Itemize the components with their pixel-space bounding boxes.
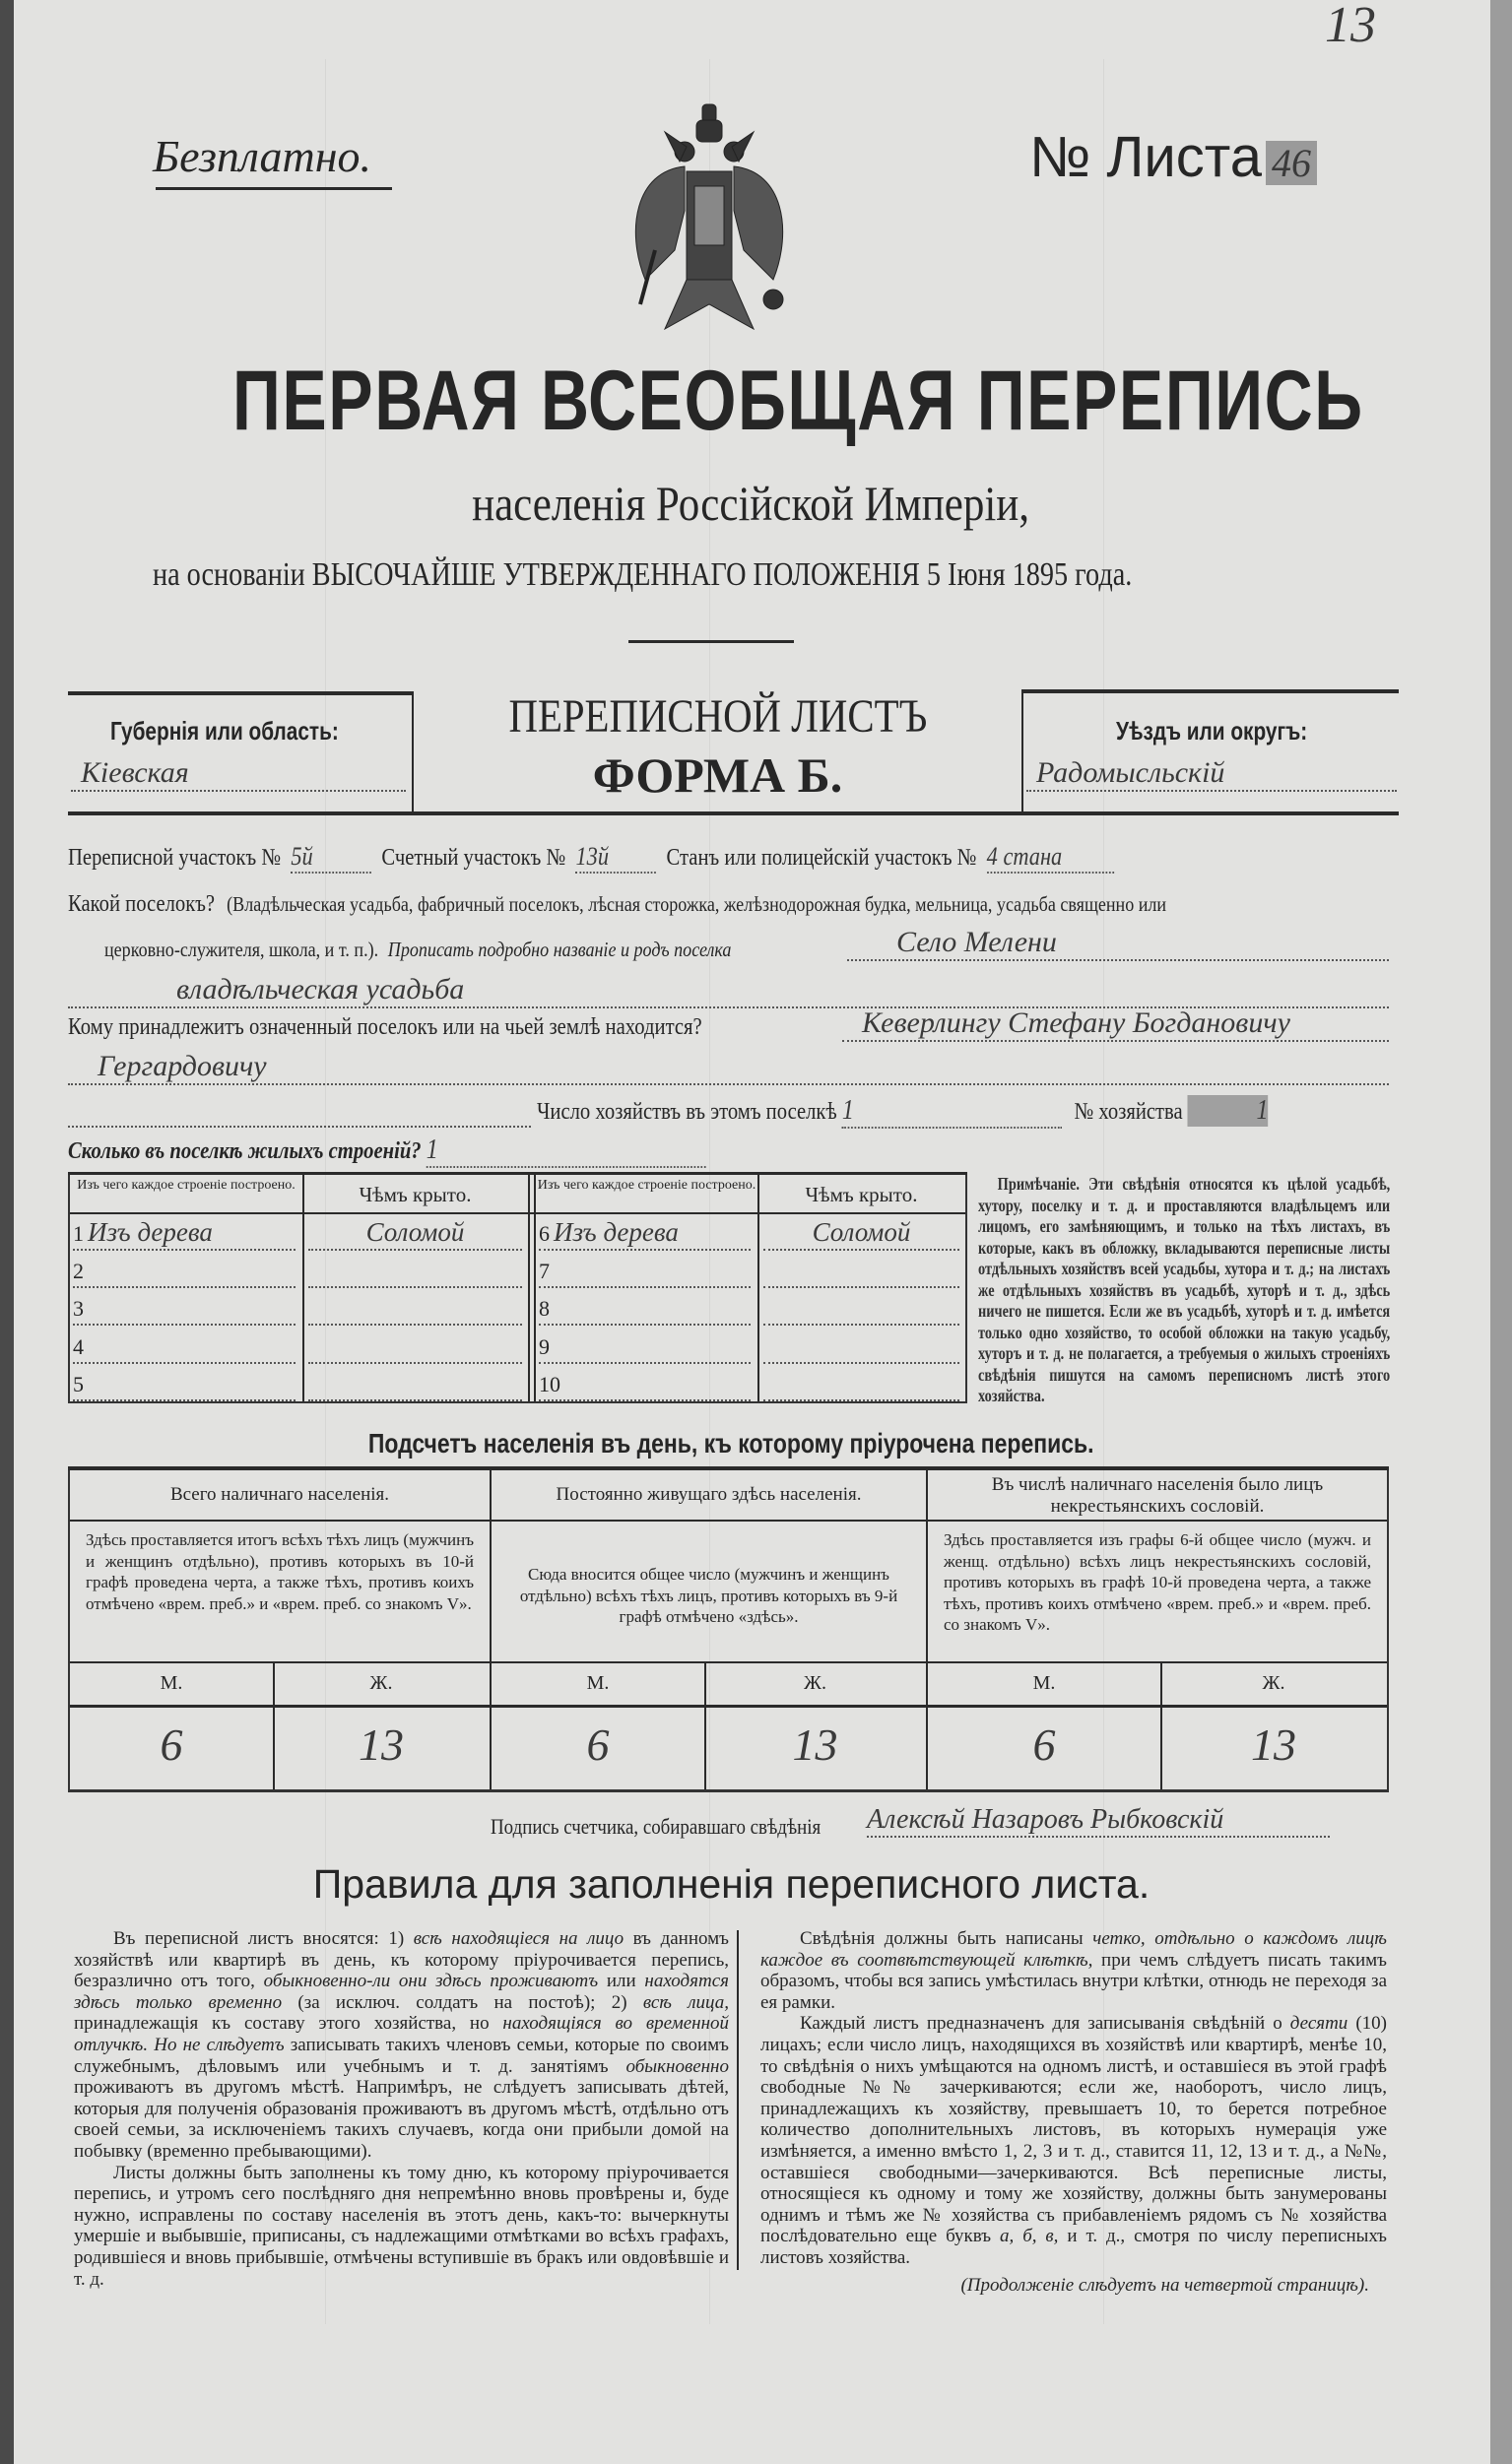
rules-left-column <box>74 1928 729 2290</box>
row-number: 3 <box>73 1296 84 1322</box>
building-roof-value[interactable]: Соломой <box>763 1217 959 1251</box>
count-column-description: Сюда вносится общее число (мужчинъ и женщинъ отдѣльно) всѣхъ тѣхъ лицъ, противъ которыхъ въ 9-й графѣ отмѣчено «здѣсь». <box>519 1565 898 1626</box>
rules-text-segment: находятся здѣсь только временно <box>74 1971 729 2013</box>
row-number: 2 <box>73 1259 84 1284</box>
note-label: Примѣчаніе. <box>997 1174 1080 1194</box>
rules-column-divider <box>737 1930 739 2270</box>
female-label: Ж. <box>1262 1672 1285 1694</box>
building-row <box>539 1217 751 1251</box>
form-name: ФОРМА Б. <box>592 747 843 803</box>
scan-edge-left <box>0 0 14 2464</box>
box-divider <box>1021 691 1023 811</box>
buildings-table <box>68 1175 967 1403</box>
building-row <box>73 1368 296 1401</box>
building-roof-value[interactable] <box>763 1292 959 1326</box>
rules-text-segment: записывать такихъ членовъ семьи, которые по своимъ служебнымъ, дѣловымъ или учебнымъ и т. д. занятіямъ <box>74 2034 730 2077</box>
households-line: Число хозяйствъ въ этомъ поселкѣ 1 № хозяйства 1 <box>537 1095 1269 1129</box>
building-roof-value[interactable] <box>308 1368 522 1401</box>
male-label: М. <box>160 1672 183 1694</box>
rules-text-segment: всѣ находящіеся на лицо <box>413 1928 625 1949</box>
building-row <box>73 1292 296 1326</box>
rules-paragraph <box>74 1928 729 2163</box>
count-column-description: Здѣсь проставляется изъ графы 6-й общее число (мужч. и женщ. отдѣльно) всѣхъ лицъ некрестьянскихъ сословій, противъ которыхъ въ графѣ 10-й проведена черта, а также тѣхъ, противъ коихъ отмѣчено «врем. преб.» и «врем. преб. со знакомъ V». <box>944 1530 1371 1634</box>
owner-value-2[interactable]: Гергардовичу <box>68 1050 1389 1085</box>
households-value[interactable]: 1 <box>842 1095 1063 1129</box>
free-label-underline <box>156 187 392 190</box>
count-column-header: Всего наличнаго населенія. <box>169 1484 390 1505</box>
row-number: 6 <box>539 1221 550 1246</box>
male-label: М. <box>586 1672 610 1694</box>
rules-text-segment: обыкновенно <box>625 2055 729 2077</box>
female-count-value[interactable]: 13 <box>792 1719 838 1770</box>
signature-line <box>491 1814 821 1840</box>
uezd-label: Уѣздъ или округъ: <box>1116 716 1308 746</box>
box-top-rule <box>68 691 413 695</box>
rules-paragraph <box>74 2163 729 2291</box>
building-roof-value[interactable] <box>763 1330 959 1364</box>
rules-text-segment: а, б, в, <box>1000 2226 1059 2247</box>
owner-value[interactable]: Кеверлингу Стефану Богдановичу <box>842 1006 1389 1042</box>
settlement-hint-2: церковно-служителя, школа, и т. п.). Прописать подробно названіе и родъ поселка <box>104 938 732 961</box>
household-number-value[interactable]: 1 <box>1188 1095 1269 1127</box>
male-label: М. <box>1032 1672 1056 1694</box>
rules-text-segment: Свѣдѣнія должны быть написаны <box>800 1928 1093 1949</box>
settlement-value-2[interactable]: владѣльческая усадьба <box>68 973 1389 1008</box>
rules-text-segment: четко, отдѣльно о каждомъ лицѣ каждое въ соотвѣтствующей клѣткѣ, <box>760 1928 1387 1971</box>
col-material-header: Изъ чего каждое строеніе построено. <box>537 1178 756 1193</box>
legal-basis: на основаніи ВЫСОЧАЙШЕ УТВЕРЖДЕННАГО ПОЛОЖЕНІЯ 5 Іюня 1895 года. <box>153 556 1133 593</box>
row-number: 8 <box>539 1296 550 1322</box>
building-roof-value[interactable] <box>763 1255 959 1288</box>
divider <box>628 640 794 643</box>
row-number: 9 <box>539 1333 550 1359</box>
building-row <box>539 1368 751 1401</box>
rules-text-segment: находящіяся во временной отлучкѣ. Но не слѣдуетъ <box>74 2013 729 2055</box>
gubernia-label: Губернія или область: <box>110 716 339 746</box>
building-material-value[interactable]: Изъ дерева <box>554 1217 679 1247</box>
scan-edge-right <box>1490 0 1512 2464</box>
rules-text-segment: проживаютъ въ другомъ мѣстѣ. Напримѣръ, не слѣдуетъ записывать дѣтей, которыя для полученія образованія проживаютъ въ другомъ мѣстѣ, отдѣльно отъ своей семьи, за исключеніемъ такихъ случаевъ, когда они прибыли домой на побывку (временно пребывающими). <box>74 2077 729 2162</box>
free-label: Безплатно. <box>153 131 372 181</box>
female-label: Ж. <box>804 1672 826 1694</box>
building-row <box>73 1255 296 1288</box>
col-roof-header: Чѣмъ крыто. <box>359 1183 472 1206</box>
count-column-description: Здѣсь проставляется итогъ всѣхъ тѣхъ лицъ (мужчинъ и женщинъ отдѣльно), противъ которыхъ въ 10-й графѣ проведена черта, а также тѣхъ, противъ коихъ отмѣчено «врем. преб.» и «врем. преб. со знакомъ V». <box>86 1530 474 1613</box>
signature-value[interactable]: Алексѣй Назаровъ Рыбковскій <box>867 1804 1330 1838</box>
note-text: Эти свѣдѣнія относятся къ цѣлой усадьбѣ, хутору, поселку и т. д. и проставляются владѣльцемъ или лицомъ, его замѣняющимъ, и только на тѣхъ листахъ, въ которые, какъ въ обложку, вкладываются переписные листы отдѣльныхъ хозяйствъ всей усадьбы, хутора и т. д.; на листахъ же отдѣльныхъ хозяйствъ въ усадьбѣ, хуторѣ и т. д., здѣсь ничего не пишется. Если же въ усадьбѣ, хуторѣ и т. д. имѣется только одно хозяйство, то особой обложки на такую усадьбу, хуторъ и т. д. не полагается, а требуемыя о жилыхъ строеніяхъ свѣдѣнія пишутся на самомъ переписномъ листѣ этого хозяйства. <box>978 1174 1391 1405</box>
owner-question: Кому принадлежитъ означенный поселокъ или на чьей землѣ находится? <box>68 1014 702 1040</box>
row-number: 5 <box>73 1371 84 1396</box>
settlement-value[interactable]: Село Мелени <box>847 926 1389 961</box>
rules-text-segment: Листы должны быть заполнены къ тому дню, къ которому пріурочивается перепись, и утромъ сего послѣдняго дня непремѣнно вновь провѣрены и, буде нужно, исправлены по составу населенія въ этотъ день, какъ-то: вычеркнуты умершіе и выбывшіе, приписаны, съ надлежащими отмѣтками во всѣхъ графахъ, родившіеся и вновь прибывшіе, отмѣчены вступившіе въ бракъ или овдовѣвшіе и т. д. <box>74 2162 729 2290</box>
building-roof-value[interactable] <box>763 1368 959 1401</box>
row-number: 1 <box>73 1221 84 1246</box>
female-count-value[interactable]: 13 <box>359 1719 404 1770</box>
uezd-value[interactable]: Радомысльскій <box>1026 756 1397 792</box>
box-top-rule <box>1021 689 1399 693</box>
row-number: 10 <box>539 1371 560 1396</box>
rules-paragraph <box>760 2013 1387 2268</box>
buildings-line: Сколько въ поселкѣ жилыхъ строеній? 1 <box>68 1135 706 1168</box>
col-roof-header: Чѣмъ крыто. <box>805 1183 918 1206</box>
rules-right-column <box>760 1928 1387 2297</box>
settlement-hint: (Владѣльческая усадьба, фабричный поселокъ, лѣсная сторожка, желѣзнодорожная будка, мельница, усадьба священно или <box>227 892 1167 916</box>
female-count-value[interactable]: 13 <box>1251 1719 1296 1770</box>
settlement-question: Какой поселокъ? (Владѣльческая усадьба, фабричный поселокъ, лѣсная сторожка, желѣзнодорожная будка, мельница, усадьба священно или <box>68 891 1167 917</box>
rules-text-segment: Каждый листъ предназначенъ для записыванія свѣдѣній о <box>800 2013 1290 2035</box>
imperial-eagle-emblem <box>625 102 793 344</box>
count-title: Подсчетъ населенія въ день, къ которому пріурочена перепись. <box>368 1428 1094 1459</box>
rules-text-segment: или <box>598 1971 645 1992</box>
building-row <box>539 1255 751 1288</box>
building-roof-value[interactable]: Соломой <box>308 1217 522 1251</box>
sheet-number-value: 46 <box>1266 141 1317 185</box>
building-roof-value[interactable] <box>308 1292 522 1326</box>
building-row <box>539 1292 751 1326</box>
building-row <box>73 1330 296 1364</box>
building-roof-value[interactable] <box>308 1330 522 1364</box>
station-value[interactable]: 4 стана <box>987 842 1114 874</box>
rules-text-segment: Въ переписной листъ вносятся: 1) <box>113 1928 414 1949</box>
male-count-value[interactable]: 6 <box>586 1719 610 1770</box>
female-label: Ж. <box>369 1672 393 1694</box>
rules-text-segment: десяти <box>1289 2013 1348 2035</box>
row-number: 4 <box>73 1333 84 1359</box>
count-column-header: Постоянно живущаго здѣсь населенія. <box>556 1484 862 1505</box>
rules-text-segment: принадлежащія къ составу этого хозяйства, но <box>74 2013 503 2035</box>
population-count-table <box>68 1470 1389 1792</box>
district-line: Переписной участокъ № 5й Счетный участокъ № 13й Станъ или полицейскій участокъ № 4 стана <box>68 842 1114 874</box>
counting-district-value[interactable]: 13й <box>576 842 657 874</box>
male-count-value[interactable]: 6 <box>160 1719 183 1770</box>
sheet-title: ПЕРЕПИСНОЙ ЛИСТЪ <box>508 690 927 743</box>
rules-text-segment: всѣ лица, <box>642 1991 730 2013</box>
col-material-header: Изъ чего каждое строеніе построено. <box>77 1178 296 1193</box>
rules-text-segment: (за исключ. солдатъ на постоѣ); 2) <box>282 1991 643 2013</box>
continued-note: (Продолженіе слѣдуетъ на четвертой страницѣ). <box>960 2274 1369 2296</box>
building-row <box>73 1217 296 1251</box>
signature-label: Подпись счетчика, собиравшаго свѣдѣнія <box>491 1814 822 1839</box>
building-row <box>539 1330 751 1364</box>
sheet-number <box>1029 124 1317 190</box>
rules-text-segment: (10) лицахъ; если число лицъ, находящихся въ хозяйствѣ или квартирѣ, менѣе 10, то свѣдѣнія о нихъ умѣщаются на одномъ листѣ, и оставшіеся въ этой графѣ свободные №№ зачеркиваются; если же, наоборотъ, число лицъ, принадлежащихъ къ хозяйству, превышаетъ 10, то берется потребное количество дополнительныхъ листовъ, въ которыхъ нумерація уже измѣняется, а именно вмѣсто 1, 2, 3 и т. д., ставится 11, 12, 13 и т. д., а №№, оставшіеся свободными—зачеркиваются. Всѣ переписные листы, относящіеся къ одному и тому же хозяйству, должны быть занумерованы однимъ и тѣмъ же № хозяйства съ прибавленіемъ рядомъ съ № хозяйства послѣдовательно еще буквъ <box>760 2013 1388 2247</box>
census-district-value[interactable]: 5й <box>291 842 371 874</box>
rules-text-segment: обыкновенно-ли они здѣсь проживаютъ <box>263 1971 599 1992</box>
sheet-number-label: № Листа <box>1029 125 1262 189</box>
page-title: ПЕРВАЯ ВСЕОБЩАЯ ПЕРЕПИСЬ <box>232 354 1364 448</box>
rules-text-segment: и т. д., смотря по числу переписныхъ листовъ хозяйства. <box>760 2226 1387 2268</box>
row-number: 7 <box>539 1259 550 1284</box>
buildings-value[interactable]: 1 <box>427 1135 706 1168</box>
building-roof-value[interactable] <box>308 1255 522 1288</box>
male-count-value[interactable]: 6 <box>1032 1719 1056 1770</box>
box-bottom-rule <box>68 811 1399 815</box>
count-column-header: Въ числѣ наличнаго населенія было лицъ некрестьянскихъ сословій. <box>991 1474 1324 1517</box>
corner-page-number: 13 <box>1325 0 1376 53</box>
rules-paragraph <box>760 1928 1387 2013</box>
rules-title: Правила для заполненія переписного листа. <box>312 1861 1150 1907</box>
rules-text-segment: въ данномъ хозяйствѣ или квартирѣ въ день, къ которому пріурочивается перепись, безразлично отъ того, <box>74 1928 729 1992</box>
page-subtitle: населенія Россійской Имперіи, <box>472 476 1030 531</box>
dotted-leader <box>68 1126 531 1128</box>
note <box>978 1174 1390 1407</box>
rules-text-segment: при чемъ слѣдуетъ писать такимъ образомъ, чтобы вся запись умѣстилась внутри клѣтки, отнюдь не переходя за ея рамки. <box>760 1949 1387 2013</box>
building-material-value[interactable]: Изъ дерева <box>88 1217 213 1247</box>
gubernia-value[interactable]: Кіевская <box>71 756 406 792</box>
